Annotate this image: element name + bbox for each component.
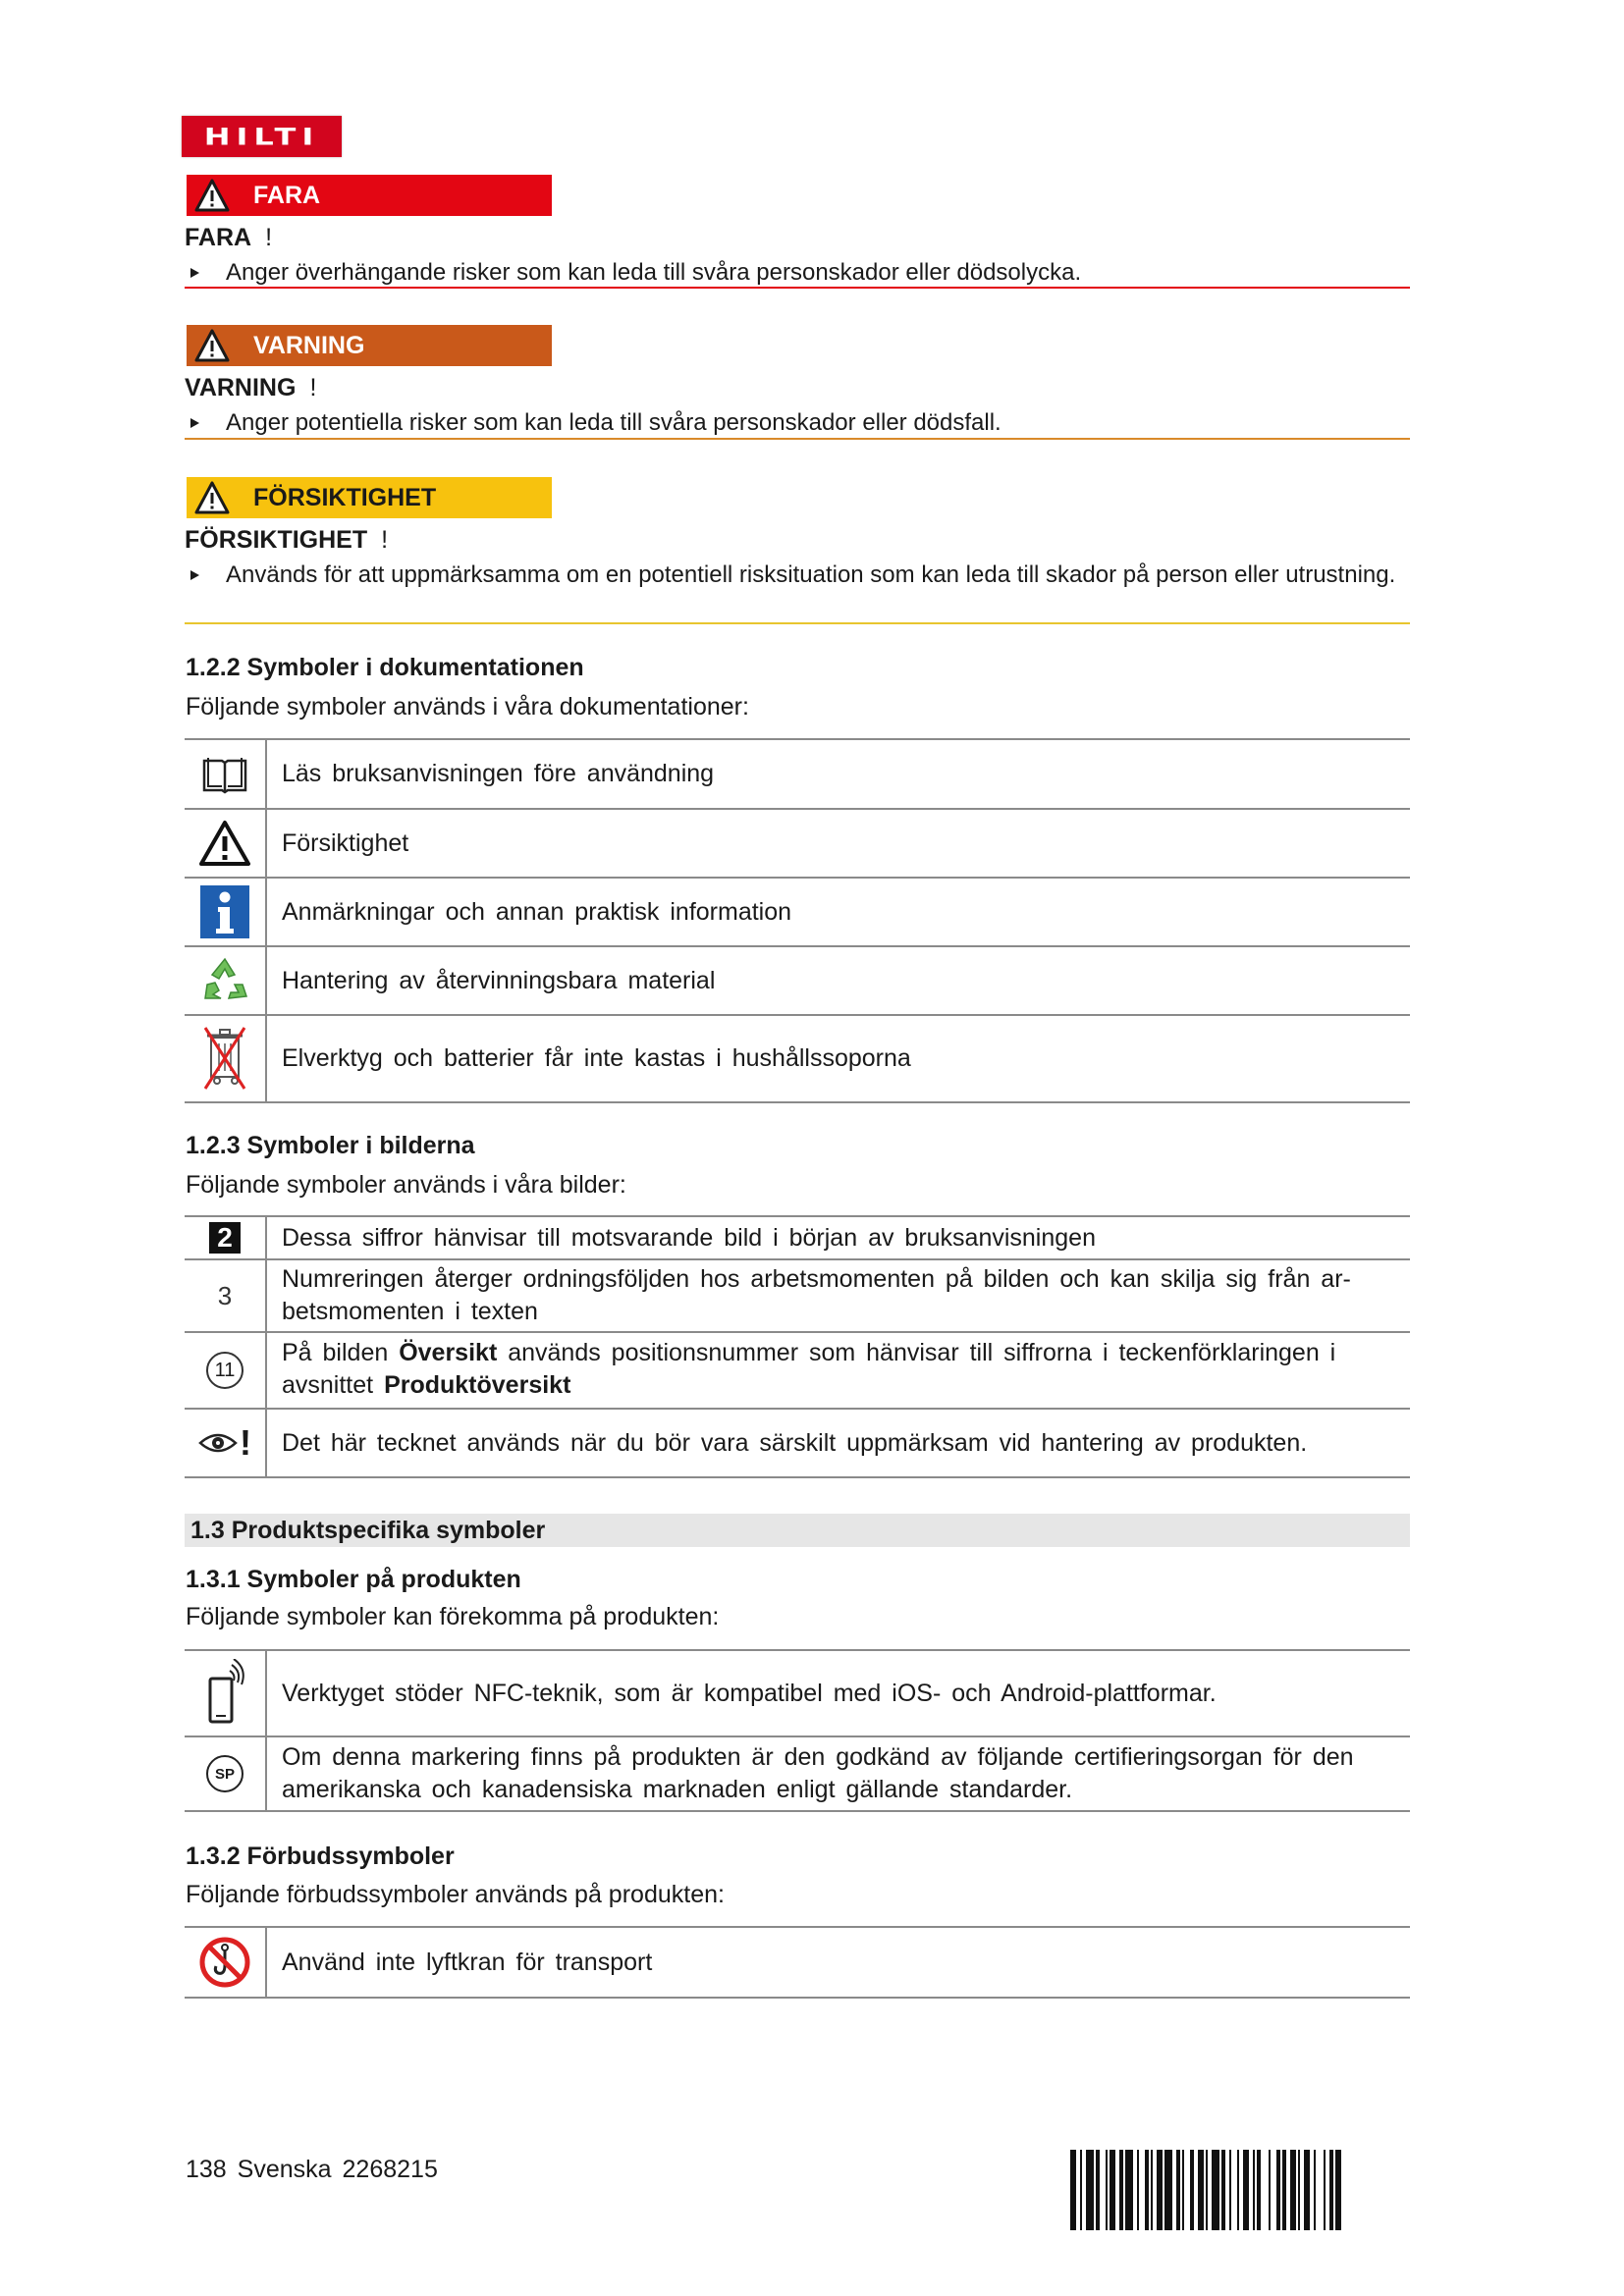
image-symbols-intro: Följande symboler används i våra bilder: [186, 1171, 626, 1199]
danger-rule [185, 287, 1410, 289]
table-row [185, 810, 1410, 879]
book-icon [185, 740, 267, 808]
crossed-bin-icon [185, 1016, 267, 1101]
warning-rule [185, 438, 1410, 440]
caution-badge [187, 477, 552, 518]
caution-rule [185, 622, 1410, 624]
table-row [185, 1016, 1410, 1103]
symbol-description: Läs bruksanvisningen före användning [282, 760, 715, 787]
danger-label: FARA [253, 181, 321, 209]
symbol-description: Numreringen återger ordningsföljden hos arbetsmomenten på bilden och kan skilja sig från ar-betsmomenten i texten [282, 1265, 1351, 1325]
warning-triangle-icon [194, 178, 230, 213]
product-symbols-table [185, 1649, 1410, 1812]
caution-title: FÖRSIKTIGHET ! [185, 526, 389, 554]
doc-symbols-heading: 1.2.2 Symboler i dokumentationen [186, 654, 584, 681]
table-row [185, 740, 1410, 810]
symbol-description: Hantering av återvinningsbara material [282, 966, 716, 994]
table-row [185, 1333, 1410, 1410]
danger-text: Anger överhängande risker som kan leda till svåra personskador eller dödsolycka. [187, 256, 1404, 290]
caution-text: Används för att uppmärksamma om en potentiell risksituation som kan leda till skador på person eller utrustning. [187, 559, 1404, 592]
step-number-icon: 3 [185, 1260, 267, 1331]
footer-language: Svenska [237, 2156, 332, 2183]
symbol-description: Det här tecknet används när du bör vara särskilt uppmärksam vid hantering av produkten. [282, 1428, 1308, 1457]
warning-warning [185, 325, 1001, 440]
section-heading: 1.3 Produktspecifika symboler [185, 1514, 1410, 1547]
warning-triangle-icon [194, 480, 230, 515]
prohibition-heading: 1.3.2 Förbudssymboler [186, 1842, 455, 1870]
table-row [185, 1260, 1410, 1333]
page-footer [186, 2156, 438, 2184]
warning-badge [187, 325, 552, 366]
symbol-description: Om denna markering finns på produkten är den godkänd av följande certifieringsorgan för den amerikanska och kanadensiska marknaden enligt gällande standarder. [282, 1743, 1354, 1803]
warning-triangle-icon [185, 810, 267, 877]
caution-warning [185, 477, 1396, 592]
table-row [185, 1737, 1410, 1812]
barcode [1070, 2150, 1410, 2230]
doc-symbols-intro: Följande symboler används i våra dokumentationer: [186, 693, 749, 721]
symbol-description: Dessa siffror hänvisar till motsvarande bild i början av bruksanvisningen [282, 1223, 1096, 1252]
product-symbols-heading: 1.3.1 Symboler på produkten [186, 1566, 521, 1593]
caution-label: FÖRSIKTIGHET [253, 483, 437, 511]
eye-attention-icon: ! [185, 1410, 267, 1476]
warning-text: Anger potentiella risker som kan leda till svåra personskador eller dödsfall. [187, 406, 1404, 440]
csa-mark-icon: SP [185, 1737, 267, 1810]
image-symbols-table [185, 1215, 1410, 1478]
symbol-description: Anmärkningar och annan praktisk information [282, 897, 792, 926]
no-crane-hook-icon [185, 1928, 267, 1997]
warning-title: VARNING ! [185, 374, 317, 401]
document-number: 2268215 [342, 2156, 438, 2183]
warning-label: VARNING [253, 331, 365, 359]
table-row [185, 1651, 1410, 1737]
table-row [185, 1410, 1410, 1478]
symbol-description: Försiktighet [282, 828, 409, 857]
table-row [185, 879, 1410, 947]
hilti-logo: HILTI [182, 116, 342, 157]
table-row [185, 1217, 1410, 1260]
image-symbols-heading: 1.2.3 Symboler i bilderna [186, 1132, 475, 1159]
table-row [185, 947, 1410, 1016]
warning-triangle-icon [194, 328, 230, 363]
danger-warning [185, 175, 1082, 290]
table-row [185, 1928, 1410, 1999]
symbol-description: På bilden Översikt används positionsnummer som hänvisar till siffrorna i teckenförklaringen i avsnittet Produktöversikt [282, 1339, 1336, 1399]
nfc-phone-icon [185, 1651, 267, 1735]
info-icon [185, 879, 267, 945]
danger-badge [187, 175, 552, 216]
prohibition-intro: Följande förbudssymboler används på produkten: [186, 1881, 725, 1908]
product-symbols-intro: Följande symboler kan förekomma på produkten: [186, 1603, 720, 1630]
danger-title: FARA ! [185, 224, 273, 251]
symbol-description: Elverktyg och batterier får inte kastas i hushållssoporna [282, 1044, 911, 1072]
symbol-description: Verktyget stöder NFC-teknik, som är kompatibel med iOS- och Android-plattformar. [282, 1679, 1217, 1707]
prohibition-table [185, 1926, 1410, 1999]
position-number-icon: 11 [185, 1333, 267, 1408]
symbol-description: Använd inte lyftkran för transport [282, 1948, 653, 1976]
number-badge-icon: 2 [185, 1217, 267, 1258]
doc-symbols-table [185, 738, 1410, 1103]
recycle-icon [185, 947, 267, 1014]
page-number: 138 [186, 2156, 227, 2183]
